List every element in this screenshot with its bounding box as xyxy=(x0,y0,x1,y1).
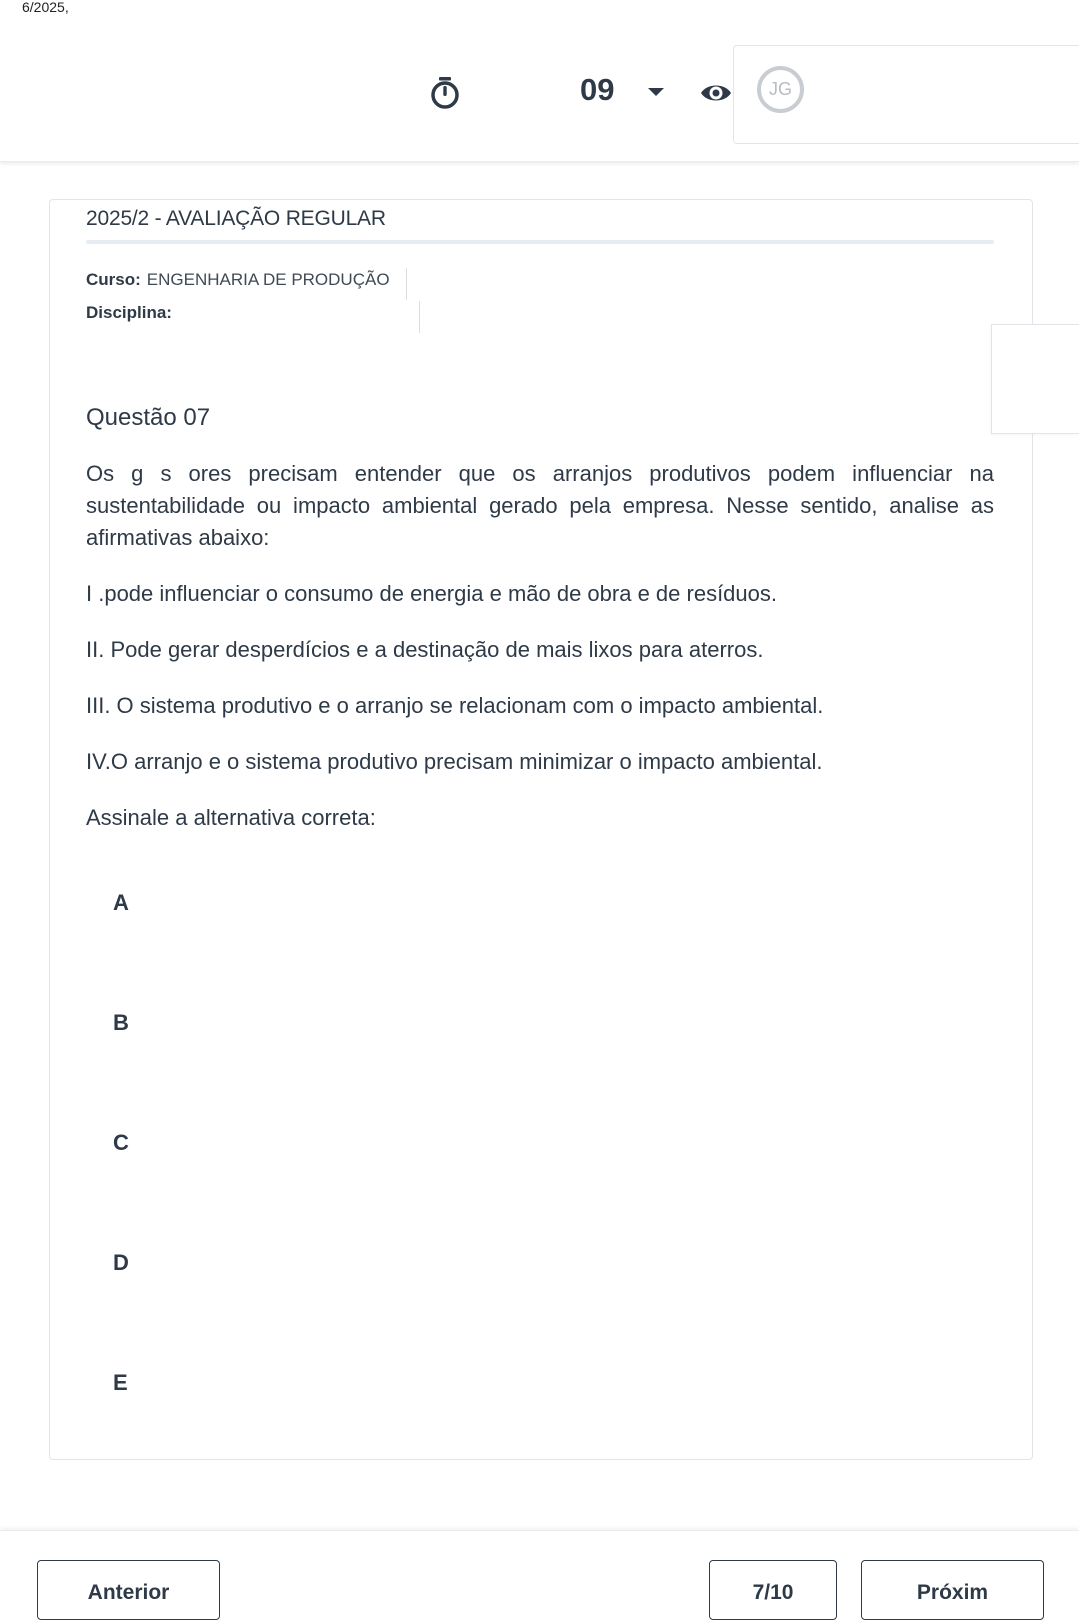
course-label: Curso: xyxy=(86,270,141,289)
option-d[interactable]: D xyxy=(113,1250,129,1275)
caret-down-icon[interactable] xyxy=(648,88,664,96)
statement-4: IV.O arranjo e o sistema produtivo precisam minimizar o impacto ambiental. xyxy=(86,749,823,774)
discipline-divider xyxy=(419,301,420,333)
eye-icon[interactable] xyxy=(699,80,733,106)
statement-1: I .pode influenciar o consumo de energia e mão de obra e de resíduos. xyxy=(86,581,778,606)
discipline-info xyxy=(86,303,178,323)
course-divider xyxy=(406,268,407,300)
exam-title: 2025/2 - AVALIAÇÃO REGULAR xyxy=(86,207,386,230)
course-value: ENGENHARIA DE PRODUÇÃO xyxy=(146,270,390,289)
question-number: 09 xyxy=(580,72,615,107)
title-divider xyxy=(86,240,994,244)
option-c[interactable]: C xyxy=(113,1130,129,1155)
question-body xyxy=(86,458,994,858)
print-date: 6/2025, xyxy=(22,0,69,15)
next-button[interactable]: Próxim xyxy=(861,1560,1044,1620)
option-b[interactable]: B xyxy=(113,1010,129,1035)
question-selector[interactable] xyxy=(580,70,664,110)
question-title: Questão 07 xyxy=(86,404,211,431)
side-panel[interactable] xyxy=(991,324,1079,434)
pagination-indicator[interactable]: 7/10 xyxy=(709,1560,837,1620)
stopwatch-icon xyxy=(428,76,462,110)
statement-2: II. Pode gerar desperdícios e a destinação de mais lixos para aterros. xyxy=(86,637,764,662)
question-prompt: Os g s ores precisam entender que os arranjos produtivos podem influenciar na sustentabilidade ou impacto ambiental gerado pela empresa. Nesse sentido, analise as afirmativas abaixo: xyxy=(86,461,994,550)
option-a[interactable]: A xyxy=(113,890,129,915)
avatar[interactable]: JG xyxy=(757,66,804,113)
discipline-label: Disciplina: xyxy=(86,303,172,322)
previous-button[interactable]: Anterior xyxy=(37,1560,220,1620)
question-instruction: Assinale a alternativa correta: xyxy=(86,805,376,830)
statement-3: III. O sistema produtivo e o arranjo se relacionam com o impacto ambiental. xyxy=(86,693,824,718)
course-info xyxy=(86,270,390,290)
option-e[interactable]: E xyxy=(113,1370,128,1395)
